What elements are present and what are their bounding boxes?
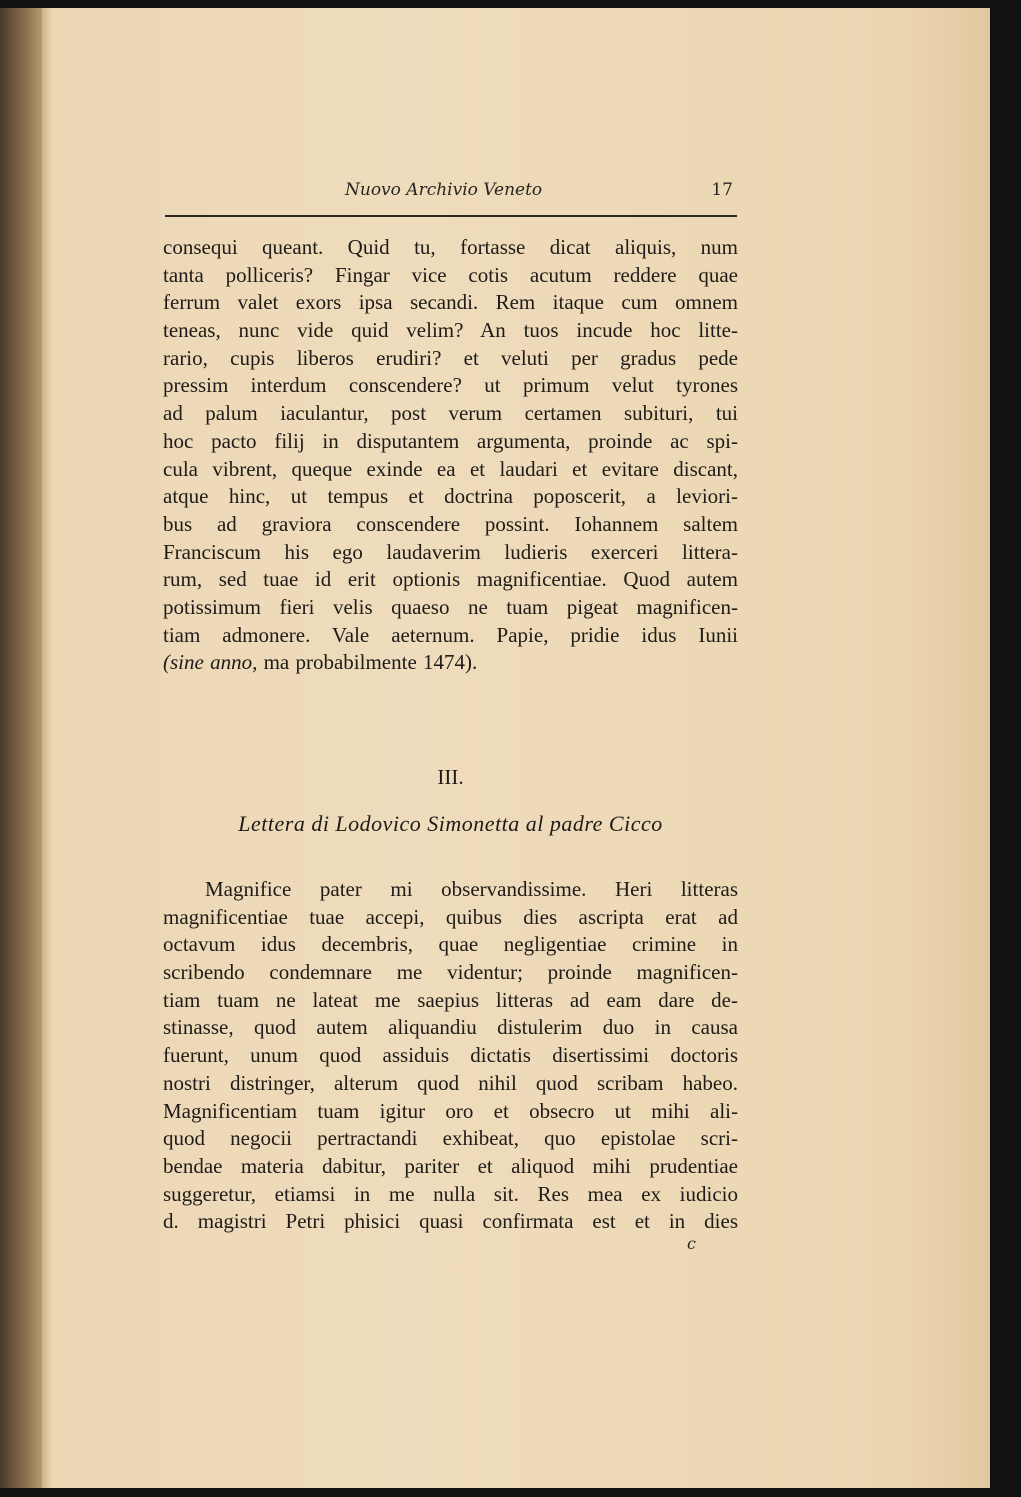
text-line: Magnifice pater mi observandissime. Heri litteras — [205, 877, 738, 901]
text-line: cula vibrent, queque exinde ea et laudari et evitare discant, — [163, 456, 738, 481]
text-line: pressim interdum conscendere? ut primum velut tyrones — [163, 373, 738, 398]
text-line: teneas, nunc vide quid velim? An tuos incude hoc litte- — [163, 318, 738, 343]
text-line: Magnificentiam tuam igitur oro et obsecro ut mihi ali- — [163, 1098, 738, 1123]
signature-mark: c — [687, 1234, 696, 1253]
text-line: bus ad graviora conscendere possint. Iohannem saltem — [163, 511, 738, 536]
section-title: Lettera di Lodovico Simonetta al padre Cicco — [238, 811, 663, 836]
text-line: tiam tuam ne lateat me saepius litteras ad eam dare de- — [163, 987, 738, 1012]
text-line: consequi queant. Quid tu, fortasse dicat aliquis, num — [163, 235, 738, 259]
text-line: atque hinc, ut tempus et doctrina poposcerit, a leviori- — [163, 484, 738, 509]
text-line: stinasse, quod autem aliquandiu distulerim duo in causa — [163, 1015, 738, 1040]
text-line: ferrum valet exors ipsa secandi. Rem itaque cum omnem — [163, 290, 738, 315]
italic-note: (sine anno, — [163, 650, 258, 675]
text-line: fuerunt, unum quod assiduis dictatis disertissimi doctoris — [163, 1043, 738, 1068]
text-line: d. magistri Petri phisici quasi confirmata est et in dies — [163, 1209, 738, 1234]
text-line: potissimum fieri velis quaeso ne tuam pigeat magnificen- — [163, 594, 738, 619]
header-rule — [165, 215, 737, 217]
text-line: nostri distringer, alterum quod nihil quod scribam habeo. — [163, 1070, 738, 1095]
text-line: suggeretur, etiamsi in me nulla sit. Res mea ex iudicio — [163, 1181, 738, 1206]
text-line: octavum idus decembris, quae negligentiae crimine in — [163, 932, 738, 957]
text-line: tiam admonere. Vale aeternum. Papie, pridie idus Iunii — [163, 622, 738, 647]
running-header — [165, 180, 737, 206]
paragraph-1 — [163, 234, 738, 677]
text-line: hoc pacto filij in disputantem argumenta, proinde ac spi- — [163, 428, 738, 453]
text-line: rum, sed tuae id erit optionis magnificentiae. Quod autem — [163, 567, 738, 592]
paragraph-2 — [163, 876, 738, 1236]
text-line: scribendo condemnare me videntur; proinde magnificen- — [163, 960, 738, 985]
text-line: magnificentiae tuae accepi, quibus dies ascripta erat ad — [163, 904, 738, 929]
running-title: Nuovo Archivio Veneto — [345, 180, 543, 200]
section-number: III. — [437, 765, 464, 789]
book-page — [0, 8, 990, 1488]
text-line: rario, cupis liberos erudiri? et veluti per gradus pede — [163, 345, 738, 370]
text-line: ad palum iaculantur, post verum certamen subituri, tui — [163, 401, 738, 426]
text-line: bendae materia dabitur, pariter et aliquod mihi prudentiae — [163, 1153, 738, 1178]
book-binding — [0, 8, 42, 1488]
text-line: tanta polliceris? Fingar vice cotis acutum reddere quae — [163, 262, 738, 287]
text-line: Franciscum his ego laudaverim ludieris exerceri littera- — [163, 539, 738, 564]
text-line — [163, 649, 738, 677]
note-text: ma probabilmente 1474). — [257, 650, 478, 675]
text-line: quod negocii pertractandi exhibeat, quo epistolae scri- — [163, 1126, 738, 1151]
page-number: 17 — [711, 180, 733, 200]
